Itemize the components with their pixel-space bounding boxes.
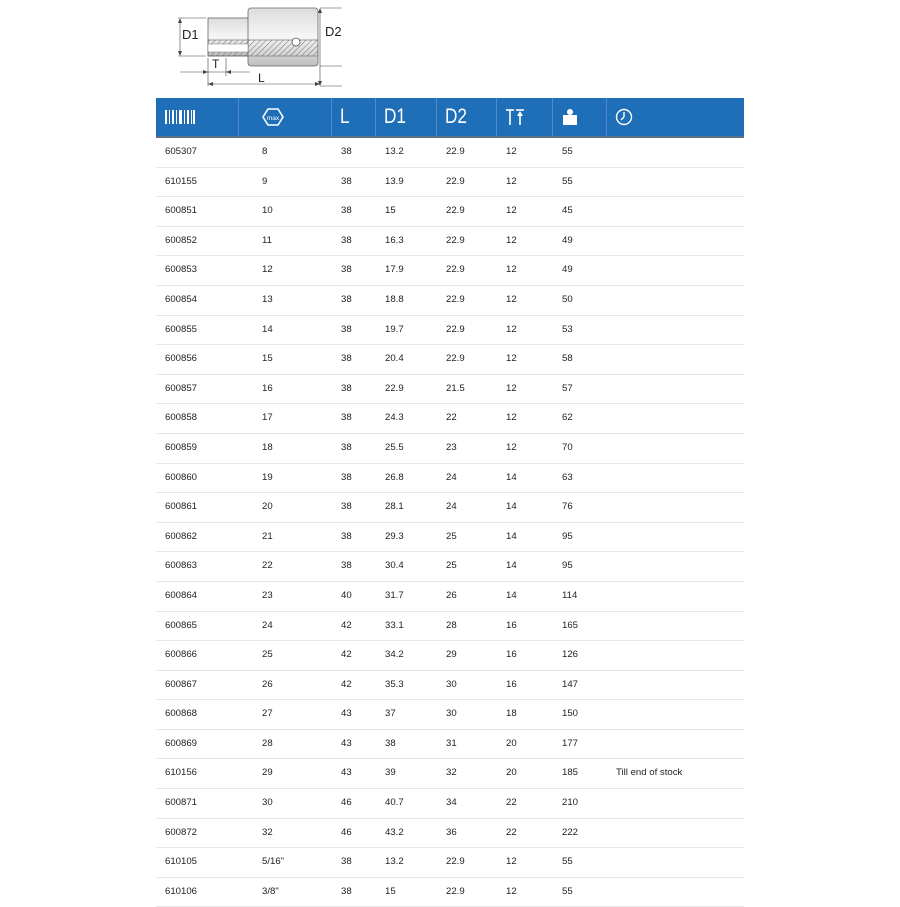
cell-size: 22 xyxy=(262,560,273,572)
cell-d1: 31.7 xyxy=(385,589,404,601)
table-row xyxy=(156,197,744,227)
cell-depth: 22 xyxy=(506,826,517,838)
header-label-d2: D2 xyxy=(445,105,468,128)
cell-d1: 22.9 xyxy=(385,382,404,394)
cell-length: 38 xyxy=(341,323,352,335)
table-row xyxy=(156,464,744,494)
cell-d1: 28.1 xyxy=(385,501,404,513)
cell-weight: 222 xyxy=(562,826,579,838)
cell-d1: 15 xyxy=(385,205,396,217)
header-size xyxy=(262,98,284,136)
header-d1 xyxy=(384,98,411,136)
barcode-icon xyxy=(164,109,196,125)
cell-depth: 12 xyxy=(506,441,517,453)
table-row xyxy=(156,256,744,286)
cell-d2: 22.9 xyxy=(446,175,465,187)
cell-length: 38 xyxy=(341,530,352,542)
cell-length: 43 xyxy=(341,767,352,779)
table-row xyxy=(156,552,744,582)
cell-weight: 210 xyxy=(562,797,579,809)
cell-article-number: 600855 xyxy=(165,323,198,335)
cell-article-number: 600857 xyxy=(165,382,198,394)
cell-length: 38 xyxy=(341,471,352,483)
cell-size: 9 xyxy=(262,175,268,187)
cell-size: 27 xyxy=(262,708,273,720)
cell-size: 19 xyxy=(262,471,273,483)
cell-d2: 30 xyxy=(446,678,457,690)
cell-size: 21 xyxy=(262,530,273,542)
table-row xyxy=(156,789,744,819)
dimension-label-l: L xyxy=(258,71,265,85)
cell-d2: 26 xyxy=(446,589,457,601)
socket-drawing xyxy=(170,6,360,90)
hex-max-icon xyxy=(262,108,284,126)
table-row xyxy=(156,671,744,701)
cell-article-number: 600854 xyxy=(165,293,198,305)
cell-d1: 29.3 xyxy=(385,530,404,542)
cell-weight: 95 xyxy=(562,530,573,542)
cell-size: 17 xyxy=(262,412,273,424)
cell-d1: 33.1 xyxy=(385,619,404,631)
cell-size: 11 xyxy=(262,234,272,246)
cell-weight: 177 xyxy=(562,737,579,749)
cell-size: 24 xyxy=(262,619,273,631)
header-weight xyxy=(562,98,578,136)
cell-depth: 12 xyxy=(506,856,517,868)
cell-size: 16 xyxy=(262,382,273,394)
cell-length: 38 xyxy=(341,885,352,897)
cell-length: 38 xyxy=(341,382,352,394)
cell-d1: 24.3 xyxy=(385,412,404,424)
cell-length: 38 xyxy=(341,856,352,868)
cell-depth: 12 xyxy=(506,293,517,305)
clock-icon xyxy=(615,108,633,126)
cell-length: 38 xyxy=(341,560,352,572)
cell-d2: 36 xyxy=(446,826,457,838)
cell-d2: 32 xyxy=(446,767,457,779)
cell-d2: 22.9 xyxy=(446,234,465,246)
cell-depth: 12 xyxy=(506,264,517,276)
cell-depth: 20 xyxy=(506,737,517,749)
cell-d2: 25 xyxy=(446,530,457,542)
cell-length: 38 xyxy=(341,412,352,424)
table-row xyxy=(156,168,744,198)
cell-d1: 20.4 xyxy=(385,353,404,365)
table-row xyxy=(156,612,744,642)
dimension-label-t: T xyxy=(212,57,220,71)
table-row xyxy=(156,759,744,789)
table-row xyxy=(156,848,744,878)
cell-weight: 49 xyxy=(562,264,573,276)
header-divider xyxy=(436,98,437,136)
cell-d2: 22.9 xyxy=(446,293,465,305)
table-row xyxy=(156,227,744,257)
header-label-d1: D1 xyxy=(384,105,407,128)
cell-depth: 16 xyxy=(506,678,517,690)
cell-d2: 25 xyxy=(446,560,457,572)
cell-article-number: 600866 xyxy=(165,649,198,661)
table-row xyxy=(156,404,744,434)
cell-article-number: 600851 xyxy=(165,205,198,217)
cell-weight: 150 xyxy=(562,708,579,720)
cell-weight: 49 xyxy=(562,234,573,246)
cell-length: 38 xyxy=(341,205,352,217)
cell-length: 38 xyxy=(341,353,352,365)
cell-d1: 39 xyxy=(385,767,396,779)
specification-table xyxy=(156,98,744,907)
cell-weight: 147 xyxy=(562,678,579,690)
cell-d1: 30.4 xyxy=(385,560,404,572)
cell-depth: 12 xyxy=(506,205,517,217)
cell-d1: 13.2 xyxy=(385,856,404,868)
cell-weight: 55 xyxy=(562,885,573,897)
cell-size: 15 xyxy=(262,353,273,365)
table-header xyxy=(156,98,744,138)
header-divider xyxy=(496,98,497,136)
cell-length: 38 xyxy=(341,264,352,276)
cell-article-number: 600852 xyxy=(165,234,198,246)
cell-weight: 70 xyxy=(562,441,573,453)
cell-depth: 14 xyxy=(506,471,517,483)
dimension-label-d1: D1 xyxy=(182,27,199,42)
cell-article-number: 610106 xyxy=(165,885,198,897)
cell-size: 25 xyxy=(262,649,273,661)
cell-depth: 16 xyxy=(506,649,517,661)
cell-d2: 22.9 xyxy=(446,856,465,868)
cell-length: 38 xyxy=(341,293,352,305)
cell-d2: 24 xyxy=(446,501,457,513)
cell-length: 42 xyxy=(341,678,352,690)
header-length xyxy=(340,98,352,136)
cell-size: 10 xyxy=(262,205,273,217)
cell-d1: 40.7 xyxy=(385,797,404,809)
depth-icon xyxy=(505,108,525,126)
cell-depth: 18 xyxy=(506,708,517,720)
cell-weight: 62 xyxy=(562,412,573,424)
cell-d1: 37 xyxy=(385,708,396,720)
cell-size: 20 xyxy=(262,501,273,513)
cell-weight: 114 xyxy=(562,589,578,601)
cell-d2: 34 xyxy=(446,797,457,809)
cell-length: 40 xyxy=(341,589,352,601)
cell-article-number: 600858 xyxy=(165,412,198,424)
cell-d2: 22.9 xyxy=(446,205,465,217)
cell-article-number: 600868 xyxy=(165,708,198,720)
table-body xyxy=(156,138,744,907)
cell-length: 43 xyxy=(341,708,352,720)
cell-d2: 30 xyxy=(446,708,457,720)
cell-depth: 12 xyxy=(506,412,517,424)
table-row xyxy=(156,819,744,849)
cell-depth: 22 xyxy=(506,797,517,809)
cell-article-number: 600861 xyxy=(165,501,198,513)
cell-article-number: 600871 xyxy=(165,797,198,809)
cell-size: 18 xyxy=(262,441,273,453)
cell-size: 12 xyxy=(262,264,273,276)
weight-icon xyxy=(562,108,578,126)
cell-d2: 22.9 xyxy=(446,353,465,365)
cell-weight: 63 xyxy=(562,471,573,483)
cell-size: 8 xyxy=(262,146,268,157)
cell-d1: 43.2 xyxy=(385,826,404,838)
cell-weight: 45 xyxy=(562,205,573,217)
cell-size: 29 xyxy=(262,767,273,779)
cell-d1: 26.8 xyxy=(385,471,404,483)
cell-d2: 24 xyxy=(446,471,457,483)
cell-d1: 19.7 xyxy=(385,323,404,335)
table-row xyxy=(156,286,744,316)
cell-d1: 16.3 xyxy=(385,234,404,246)
cell-depth: 12 xyxy=(506,175,517,187)
table-row xyxy=(156,375,744,405)
cell-d2: 22.9 xyxy=(446,323,465,335)
cell-weight: 55 xyxy=(562,856,573,868)
cell-weight: 58 xyxy=(562,353,573,365)
table-row xyxy=(156,138,744,168)
cell-depth: 12 xyxy=(506,353,517,365)
header-label-l: L xyxy=(340,105,350,128)
cell-article-number: 600853 xyxy=(165,264,198,276)
cell-length: 38 xyxy=(341,175,352,187)
cell-article-number: 610155 xyxy=(165,175,198,187)
cell-article-number: 600864 xyxy=(165,589,198,601)
table-row xyxy=(156,493,744,523)
header-d2 xyxy=(445,98,472,136)
header-depth xyxy=(505,98,525,136)
cell-d1: 38 xyxy=(385,737,396,749)
cell-length: 43 xyxy=(341,737,352,749)
table-row xyxy=(156,582,744,612)
cell-weight: 50 xyxy=(562,293,573,305)
cell-article-number: 600867 xyxy=(165,678,198,690)
cell-d1: 15 xyxy=(385,885,396,897)
cell-length: 46 xyxy=(341,797,352,809)
cell-article-number: 610156 xyxy=(165,767,198,779)
cell-depth: 16 xyxy=(506,619,517,631)
cell-size: 23 xyxy=(262,589,273,601)
cell-article-number: 600865 xyxy=(165,619,198,631)
cell-size: 14 xyxy=(262,323,273,335)
cell-length: 38 xyxy=(341,234,352,246)
cell-weight: 95 xyxy=(562,560,573,572)
cell-article-number: 610105 xyxy=(165,856,198,868)
cell-article-number: 600862 xyxy=(165,530,198,542)
cell-d2: 22 xyxy=(446,412,457,424)
cell-size: 32 xyxy=(262,826,273,838)
table-row xyxy=(156,316,744,346)
cell-d2: 29 xyxy=(446,649,457,661)
cell-weight: 126 xyxy=(562,649,579,661)
table-row xyxy=(156,730,744,760)
cell-d2: 28 xyxy=(446,619,457,631)
cell-d2: 21.5 xyxy=(446,382,465,394)
cell-length: 38 xyxy=(341,146,352,157)
cell-length: 38 xyxy=(341,441,352,453)
cell-d2: 22.9 xyxy=(446,264,465,276)
cell-depth: 14 xyxy=(506,501,517,513)
header-divider xyxy=(375,98,376,136)
header-divider xyxy=(552,98,553,136)
header-availability xyxy=(615,98,633,136)
cell-article-number: 600860 xyxy=(165,471,198,483)
table-row xyxy=(156,434,744,464)
cell-size: 30 xyxy=(262,797,273,809)
cell-d1: 13.2 xyxy=(385,146,404,157)
cell-depth: 14 xyxy=(506,530,517,542)
cell-depth: 14 xyxy=(506,589,517,601)
table-row xyxy=(156,345,744,375)
cell-size: 26 xyxy=(262,678,273,690)
cell-d2: 23 xyxy=(446,441,457,453)
table-row xyxy=(156,878,744,907)
table-row xyxy=(156,700,744,730)
cell-article-number: 600869 xyxy=(165,737,198,749)
cell-weight: 76 xyxy=(562,501,573,513)
socket-dimension-diagram xyxy=(170,6,360,90)
cell-length: 38 xyxy=(341,501,352,513)
table-row xyxy=(156,641,744,671)
cell-weight: 53 xyxy=(562,323,573,335)
header-divider xyxy=(331,98,332,136)
cell-length: 42 xyxy=(341,649,352,661)
cell-availability: Till end of stock xyxy=(616,767,683,779)
svg-text:max: max xyxy=(266,115,280,122)
cell-size: 28 xyxy=(262,737,273,749)
cell-depth: 12 xyxy=(506,234,517,246)
cell-depth: 12 xyxy=(506,382,517,394)
dimension-label-d2: D2 xyxy=(325,24,342,39)
cell-size: 13 xyxy=(262,293,273,305)
header-divider xyxy=(238,98,239,136)
cell-article-number: 600863 xyxy=(165,560,198,572)
cell-d1: 25.5 xyxy=(385,441,404,453)
cell-d1: 17.9 xyxy=(385,264,404,276)
cell-d1: 35.3 xyxy=(385,678,404,690)
cell-weight: 165 xyxy=(562,619,579,631)
header-divider xyxy=(606,98,607,136)
cell-d2: 22.9 xyxy=(446,146,465,157)
cell-d1: 18.8 xyxy=(385,293,404,305)
cell-weight: 55 xyxy=(562,175,573,187)
cell-length: 42 xyxy=(341,619,352,631)
header-article-number xyxy=(164,98,196,136)
cell-d2: 31 xyxy=(446,737,457,749)
cell-depth: 12 xyxy=(506,323,517,335)
cell-article-number: 600872 xyxy=(165,826,198,838)
cell-article-number: 600856 xyxy=(165,353,198,365)
cell-weight: 57 xyxy=(562,382,573,394)
cell-depth: 14 xyxy=(506,560,517,572)
cell-size: 3/8" xyxy=(262,885,279,897)
cell-weight: 55 xyxy=(562,146,573,157)
cell-article-number: 605307 xyxy=(165,146,198,157)
cell-depth: 20 xyxy=(506,767,517,779)
cell-d1: 34.2 xyxy=(385,649,404,661)
cell-size: 5/16" xyxy=(262,856,285,868)
cell-depth: 12 xyxy=(506,885,517,897)
table-row xyxy=(156,523,744,553)
cell-length: 46 xyxy=(341,826,352,838)
cell-article-number: 600859 xyxy=(165,441,198,453)
cell-depth: 12 xyxy=(506,146,517,157)
cell-weight: 185 xyxy=(562,767,579,779)
cell-d2: 22.9 xyxy=(446,885,465,897)
cell-d1: 13.9 xyxy=(385,175,404,187)
